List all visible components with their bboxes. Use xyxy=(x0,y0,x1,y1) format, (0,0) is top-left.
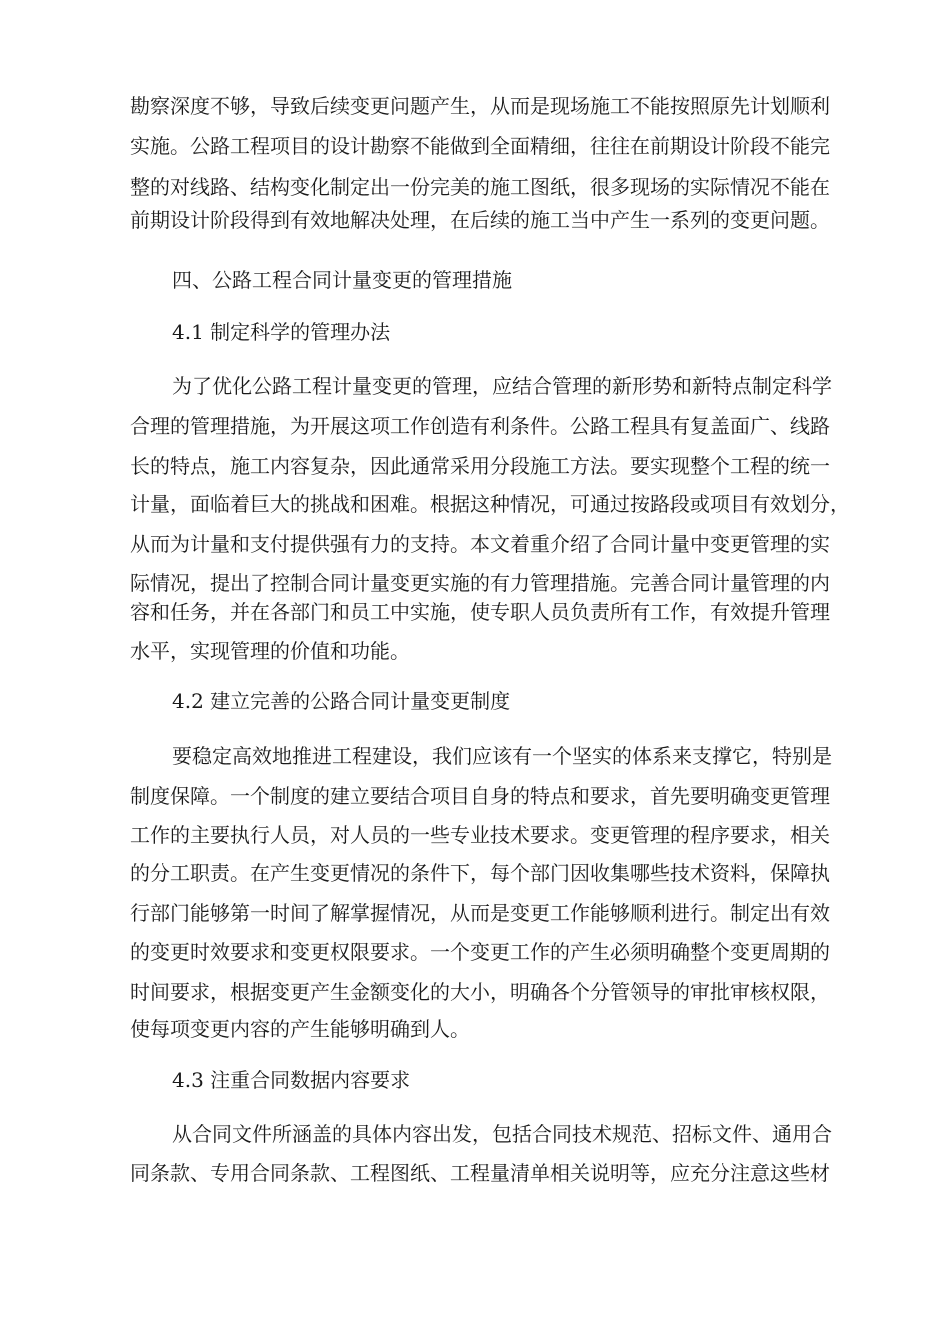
body-text-line: 时间要求，根据变更产生金额变化的大小，明确各个分管领导的审批审核权限， xyxy=(130,980,830,1004)
body-text-line: 从合同文件所涵盖的具体内容出发，包括合同技术规范、招标文件、通用合 xyxy=(172,1122,832,1146)
body-text-line: 工作的主要执行人员，对人员的一些专业技术要求。变更管理的程序要求，相关 xyxy=(130,823,830,847)
section-heading: 四、公路工程合同计量变更的管理措施 xyxy=(172,268,512,292)
body-text-line: 整的对线路、结构变化制定出一份完美的施工图纸，很多现场的实际情况不能在 xyxy=(130,175,830,199)
body-text-line: 前期设计阶段得到有效地解决处理，在后续的施工当中产生一系列的变更问题。 xyxy=(130,208,830,232)
body-text-line: 水平，实现管理的价值和功能。 xyxy=(130,639,410,663)
subsection-heading: 4.2 建立完善的公路合同计量变更制度 xyxy=(172,689,511,713)
body-text-line: 容和任务，并在各部门和员工中实施，使专职人员负责所有工作，有效提升管理 xyxy=(130,600,830,624)
body-text-line: 的分工职责。在产生变更情况的条件下，每个部门因收集哪些技术资料，保障执 xyxy=(130,861,830,885)
body-text-line: 实施。公路工程项目的设计勘察不能做到全面精细，往往在前期设计阶段不能完 xyxy=(130,134,830,158)
body-text-line: 计量，面临着巨大的挑战和困难。根据这种情况，可通过按路段或项目有效划分， xyxy=(130,492,850,516)
body-text-line: 要稳定高效地推进工程建设，我们应该有一个坚实的体系来支撑它，特别是 xyxy=(172,744,832,768)
body-text-line: 长的特点，施工内容复杂，因此通常采用分段施工方法。要实现整个工程的统一 xyxy=(130,454,830,478)
body-text-line: 制度保障。一个制度的建立要结合项目自身的特点和要求，首先要明确变更管理 xyxy=(130,784,830,808)
subsection-heading: 4.1 制定科学的管理办法 xyxy=(172,320,391,344)
body-text-line: 行部门能够第一时间了解掌握情况，从而是变更工作能够顺利进行。制定出有效 xyxy=(130,901,830,925)
body-text-line: 为了优化公路工程计量变更的管理，应结合管理的新形势和新特点制定科学 xyxy=(172,374,832,398)
subsection-heading: 4.3 注重合同数据内容要求 xyxy=(172,1068,411,1092)
body-text-line: 的变更时效要求和变更权限要求。一个变更工作的产生必须明确整个变更周期的 xyxy=(130,940,830,964)
body-text-line: 勘察深度不够，导致后续变更问题产生，从而是现场施工不能按照原先计划顺利 xyxy=(130,94,830,118)
body-text-line: 合理的管理措施，为开展这项工作创造有利条件。公路工程具有复盖面广、线路 xyxy=(130,414,830,438)
body-text-line: 同条款、专用合同条款、工程图纸、工程量清单相关说明等，应充分注意这些材 xyxy=(130,1161,830,1185)
body-text-line: 从而为计量和支付提供强有力的支持。本文着重介绍了合同计量中变更管理的实 xyxy=(130,532,830,556)
body-text-line: 际情况，提出了控制合同计量变更实施的有力管理措施。完善合同计量管理的内 xyxy=(130,571,830,595)
body-text-line: 使每项变更内容的产生能够明确到人。 xyxy=(130,1017,470,1041)
